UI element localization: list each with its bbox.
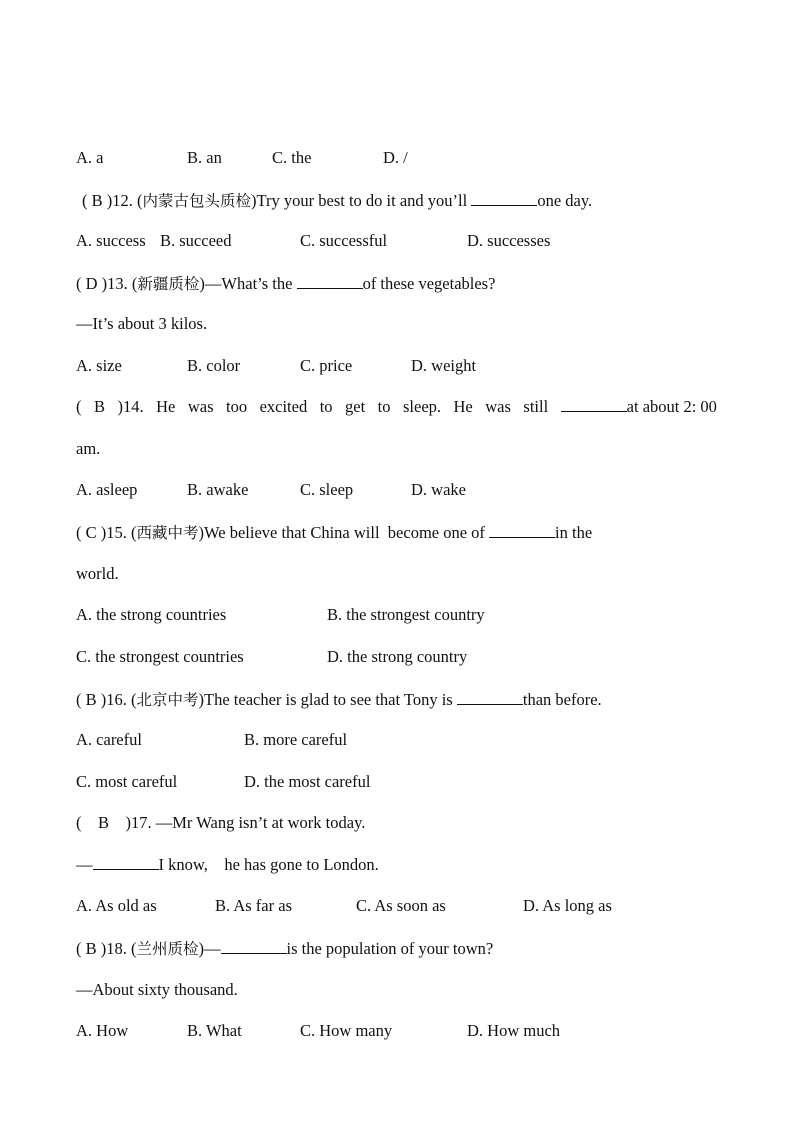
q11-option-a: A. a bbox=[76, 148, 104, 167]
q16-stem-b: than before. bbox=[522, 690, 602, 709]
q18-option-c: C. How many bbox=[300, 1021, 393, 1040]
q14-stem-b: at about 2: 00 bbox=[626, 397, 717, 416]
q13-option-a: A. size bbox=[76, 356, 122, 375]
q13-stem-a: )—What’s the bbox=[199, 274, 297, 293]
q13-source: 新疆质检 bbox=[137, 275, 200, 293]
q15-option-c: C. the strongest countries bbox=[76, 647, 244, 666]
q13-option-b: B. color bbox=[187, 356, 241, 375]
q18-stem bbox=[76, 939, 493, 959]
q14-word: was bbox=[187, 397, 214, 416]
q16-stem bbox=[76, 690, 602, 710]
q15-stem-b: in the bbox=[555, 523, 593, 542]
q17-option-c: C. As soon as bbox=[356, 896, 446, 915]
q13-stem bbox=[76, 274, 495, 294]
q14-word: He bbox=[156, 397, 176, 416]
q12-option-b: B. succeed bbox=[160, 231, 232, 250]
q14-blank-group bbox=[561, 397, 717, 417]
q17-blank bbox=[93, 855, 159, 870]
q18-blank bbox=[221, 939, 287, 954]
q13-stem-b: of these vegetables? bbox=[362, 274, 496, 293]
q14-option-d: D. wake bbox=[411, 480, 466, 499]
q17-option-a: A. As old as bbox=[76, 896, 157, 915]
q15-stem-left bbox=[76, 523, 592, 543]
q16-answer: ( B )16. ( bbox=[76, 690, 137, 709]
q11-option-b: B. an bbox=[187, 148, 222, 167]
q14-answer: B bbox=[93, 397, 105, 416]
q14-word: sleep. bbox=[403, 397, 442, 416]
q13-option-d: D. weight bbox=[411, 356, 477, 375]
q17-reply-a: — bbox=[76, 855, 93, 874]
q14-word: )14. bbox=[117, 397, 144, 416]
q18-stem-b: is the population of your town? bbox=[286, 939, 494, 958]
q13-option-c: C. price bbox=[300, 356, 353, 375]
q14-option-a: A. asleep bbox=[76, 480, 138, 499]
q12-answer: ( B )12. ( bbox=[82, 191, 143, 210]
q11-option-c: C. the bbox=[272, 148, 312, 167]
q12-stem bbox=[82, 191, 592, 211]
q15-option-a: A. the strong countries bbox=[76, 605, 227, 624]
q17-option-b: B. As far as bbox=[215, 896, 292, 915]
q15-stem-continuation: world. bbox=[76, 564, 119, 583]
q12-stem-b: one day. bbox=[537, 191, 593, 210]
q15-answer: ( C )15. ( bbox=[76, 523, 137, 542]
q14-word: was bbox=[485, 397, 511, 416]
q18-source: 兰州质检 bbox=[136, 940, 199, 958]
q12-source: 内蒙古包头质检 bbox=[142, 192, 252, 210]
q13-blank bbox=[297, 274, 363, 289]
q14-blank bbox=[561, 397, 627, 412]
q15-stem-a: )We believe that China will become one of bbox=[198, 523, 490, 542]
q12-option-a: A. success bbox=[76, 231, 146, 250]
q14-word: to bbox=[377, 397, 391, 416]
q12-blank bbox=[471, 191, 537, 206]
q12-option-d: D. successes bbox=[467, 231, 551, 250]
q16-blank bbox=[457, 690, 523, 705]
q14-word: still bbox=[523, 397, 549, 416]
q14-word: excited bbox=[259, 397, 308, 416]
q16-option-d: D. the most careful bbox=[244, 772, 371, 791]
q15-stem bbox=[76, 523, 717, 543]
q18-reply: —About sixty thousand. bbox=[76, 980, 238, 999]
q16-option-a: A. careful bbox=[76, 730, 142, 749]
q16-option-c: C. most careful bbox=[76, 772, 178, 791]
q14-word: ( bbox=[76, 397, 82, 416]
q12-option-c: C. successful bbox=[300, 231, 388, 250]
q14-stem-continuation: am. bbox=[76, 439, 101, 458]
q18-stem-a: )— bbox=[198, 939, 221, 958]
q14-word: He bbox=[453, 397, 473, 416]
q17-reply-b: I know, he has gone to London. bbox=[158, 855, 379, 874]
q14-word: to bbox=[319, 397, 333, 416]
q17-option-d: D. As long as bbox=[523, 896, 612, 915]
q15-option-d: D. the strong country bbox=[327, 647, 468, 666]
q13-reply: —It’s about 3 kilos. bbox=[76, 314, 208, 333]
q14-option-c: C. sleep bbox=[300, 480, 354, 499]
q18-answer: ( B )18. ( bbox=[76, 939, 137, 958]
q17-stem: ( B )17. —Mr Wang isn’t at work today. bbox=[76, 813, 366, 832]
q14-word: get bbox=[345, 397, 366, 416]
q14-stem bbox=[76, 397, 717, 417]
q18-option-a: A. How bbox=[76, 1021, 129, 1040]
q18-option-d: D. How much bbox=[467, 1021, 561, 1040]
q13-answer: ( D )13. ( bbox=[76, 274, 138, 293]
q12-stem-a: )Try your best to do it and you’ll bbox=[251, 191, 472, 210]
q14-word: too bbox=[225, 397, 248, 416]
q11-option-d: D. / bbox=[383, 148, 408, 167]
q15-option-b: B. the strongest country bbox=[327, 605, 485, 624]
q14-option-b: B. awake bbox=[187, 480, 249, 499]
q16-option-b: B. more careful bbox=[244, 730, 348, 749]
q16-stem-a: )The teacher is glad to see that Tony is bbox=[198, 690, 457, 709]
q15-source: 西藏中考 bbox=[136, 524, 199, 542]
q17-reply bbox=[76, 855, 379, 875]
q18-option-b: B. What bbox=[187, 1021, 242, 1040]
q15-blank bbox=[489, 523, 555, 538]
q16-source: 北京中考 bbox=[136, 691, 199, 709]
